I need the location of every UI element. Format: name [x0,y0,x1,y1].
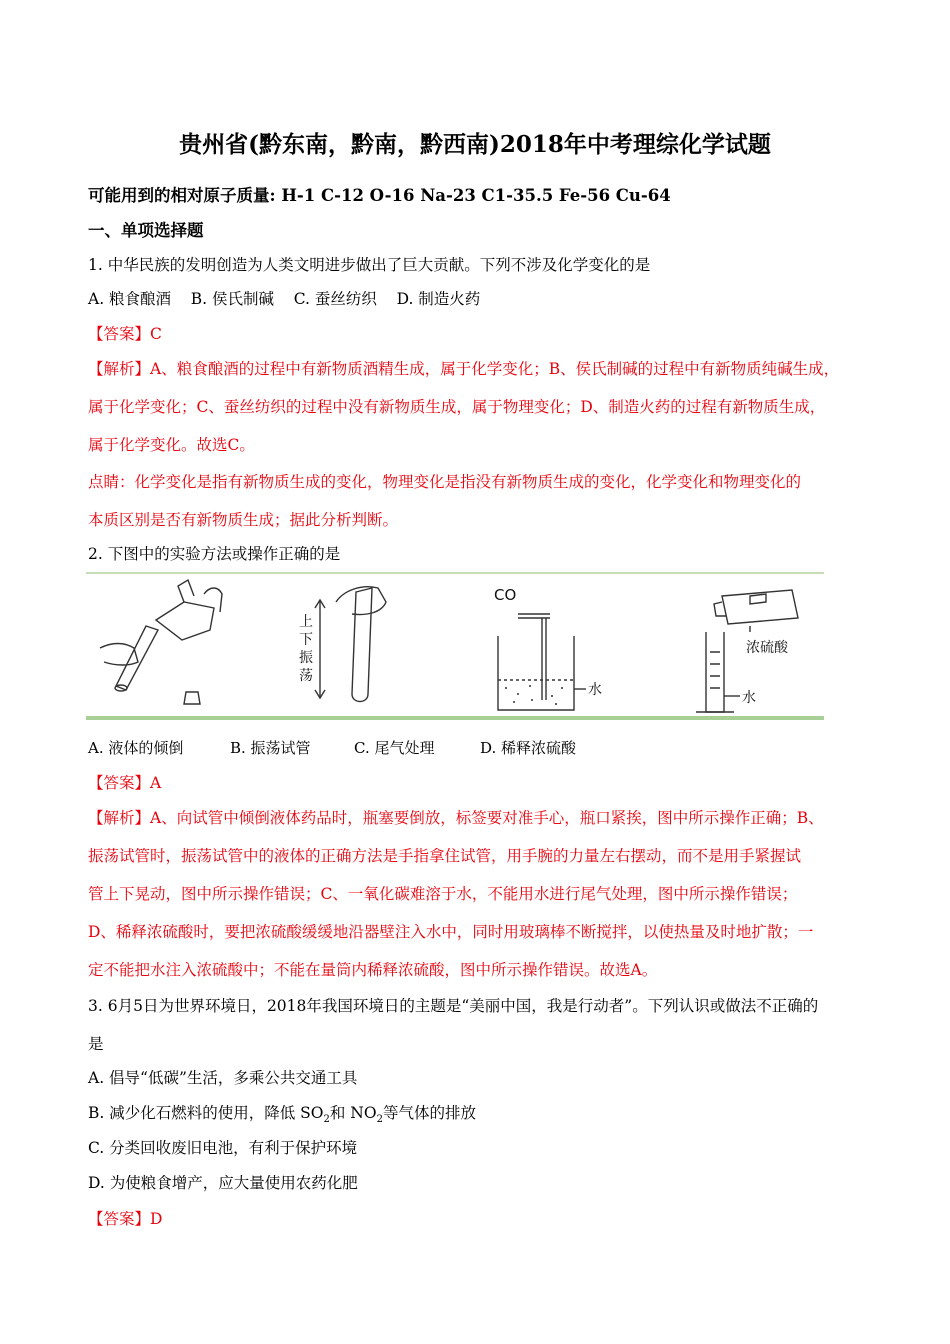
atomic-masses: 可能用到的相对原子质量: H-1 C-12 O-16 Na-23 C1-35.5 Fe-56 Cu-64 [88,186,671,205]
q3-option-b [88,1101,476,1125]
water-label: 水 [742,690,756,706]
q2-analysis-line: 管上下晃动，图中所示操作错误；C、一氧化碳难溶于水，不能用水进行尾气处理，图中所示操作错误； [88,885,798,903]
q2-stem: 2. 下图中的实验方法或操作正确的是 [88,545,341,563]
section-heading: 一、单项选择题 [88,221,204,240]
q1-analysis-line: 【解析】A、粮食酿酒的过程中有新物质酒精生成，属于化学变化；B、侯氏制碱的过程中有新物质纯碱生成， [88,360,840,378]
q3-option-b-subscript: 2 [376,1114,383,1126]
q1-options: A. 粮食酿酒 B. 侯氏制碱 C. 蚕丝纺织 D. 制造火药 [88,290,481,308]
acid-label: 浓硫酸 [746,640,788,656]
q2-option-c: C. 尾气处理 [354,739,435,757]
water-label: 水 [588,682,602,698]
exhaust-treatment-illustration [498,614,586,710]
shake-label: 振 [299,650,313,666]
pouring-liquid-illustration [100,580,222,704]
q3-option-c: C. 分类回收废旧电池，有利于保护环境 [88,1139,358,1157]
q1-comment-line: 点睛：化学变化是指有新物质生成的变化，物理变化是指没有新物质生成的变化，化学变化和物理变化的 [88,473,802,491]
water-dots [505,685,563,705]
co-label: CO [494,586,517,604]
q2-analysis-line: 振荡试管时，振荡试管中的液体的正确方法是手指拿住试管，用手腕的力量左右摆动，而不是用手紧握试 [88,847,802,865]
q3-option-a: A. 倡导“低碳”生活，多乘公共交通工具 [88,1069,358,1087]
q1-analysis-line: 属于化学变化。故选C。 [88,436,255,454]
q2-option-a: A. 液体的倾倒 [88,739,184,757]
q1-answer: 【答案】C [88,325,162,343]
q2-answer: 【答案】A [88,774,162,792]
q3-answer: 【答案】D [88,1210,163,1228]
q2-option-d: D. 稀释浓硫酸 [480,739,577,757]
q2-analysis-line: 【解析】A、向试管中倾倒液体药品时，瓶塞要倒放，标签要对准手心，瓶口紧挨，图中所示操作正确；B、 [88,809,824,827]
q3-option-b-mid: 和 NO [329,1104,377,1122]
shake-label: 上 [299,614,313,630]
q1-comment-line: 本质区别是否有新物质生成；据此分析判断。 [88,511,399,529]
q2-option-b: B. 振荡试管 [230,739,311,757]
shake-label: 下 [299,632,313,648]
q3-option-b-prefix: B. 减少化石燃料的使用，降低 SO [88,1104,324,1122]
q2-analysis-line: D、稀释浓硫酸时，要把浓硫酸缓缓地沿器壁注入水中，同时用玻璃棒不断搅拌，以使热量及时地扩散；一 [88,923,814,941]
q1-analysis-line: 属于化学变化；C、蚕丝纺织的过程中没有新物质生成，属于物理变化；D、制造火药的过程有新物质生成， [88,398,826,416]
q3-stem-line: 是 [88,1035,104,1053]
shaking-test-tube-illustration [315,587,386,702]
experiment-figure [86,572,824,722]
shake-label: 荡 [299,668,313,684]
q2-analysis-line: 定不能把水注入浓硫酸中；不能在量筒内稀释浓硫酸，图中所示操作错误。故选A。 [88,961,658,979]
q3-stem-line: 3. 6月5日为世界环境日，2018年我国环境日的主题是“美丽中国，我是行动者”。下列认识或做法不正确的 [88,997,819,1015]
q3-option-b-suffix: 等气体的排放 [382,1104,476,1122]
q3-option-b-subscript: 2 [323,1114,330,1126]
q1-stem: 1. 中华民族的发明创造为人类文明进步做出了巨大贡献。下列不涉及化学变化的是 [88,256,651,274]
exam-title: 贵州省(黔东南，黔南，黔西南)2018年中考理综化学试题 [179,131,771,158]
q3-option-d: D. 为使粮食增产，应大量使用农药化肥 [88,1174,358,1192]
shake-labels [299,614,313,684]
